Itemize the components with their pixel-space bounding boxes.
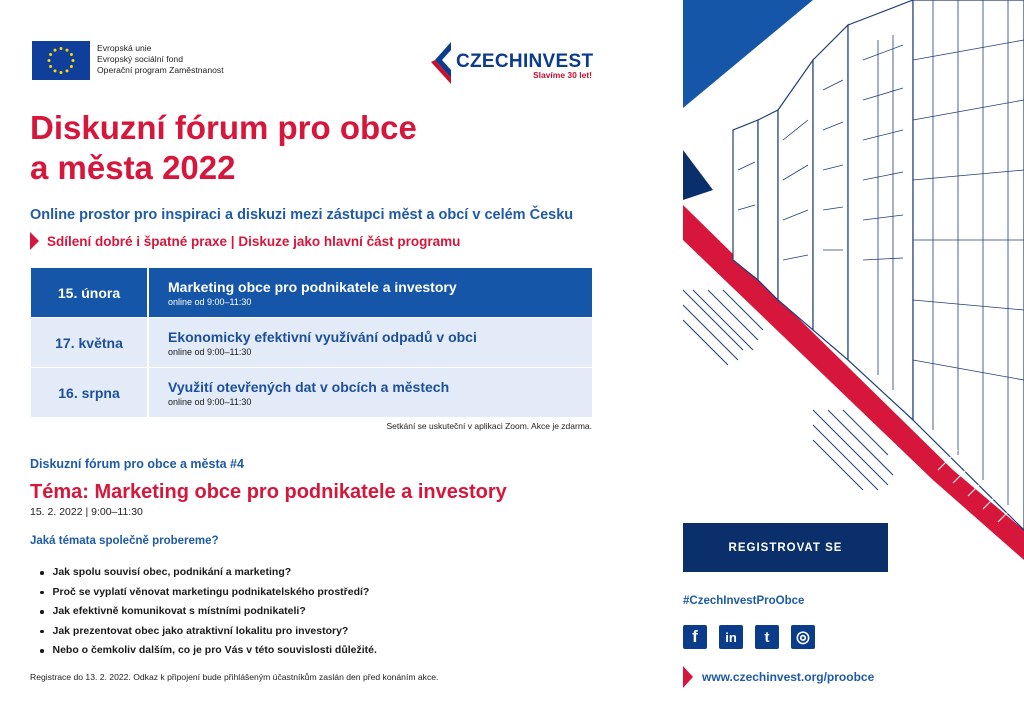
schedule-date: 16. srpna: [31, 368, 149, 417]
event-date: 15. 2. 2022 | 9:00–11:30: [30, 506, 143, 518]
list-item: [40, 602, 377, 622]
event-theme: Téma: Marketing obce pro podnikatele a investory: [30, 481, 507, 503]
instagram-icon[interactable]: [791, 625, 815, 649]
schedule-topic: Využití otevřených dat v obcích a městech: [168, 379, 450, 395]
list-item: [40, 622, 377, 642]
subtitle: Online prostor pro inspiraci a diskuzi mezi zástupci měst a obcí v celém Česku: [30, 207, 574, 223]
twitter-glyph: t: [764, 628, 770, 646]
schedule-info: [149, 318, 592, 367]
schedule-info: [149, 268, 592, 317]
eu-line: Operační program Zaměstnanost: [97, 65, 224, 75]
bullet-icon: [40, 630, 44, 634]
schedule-info: [149, 368, 592, 417]
schedule-row: [31, 268, 592, 318]
instagram-glyph: ◎: [796, 629, 810, 646]
schedule-topic: Ekonomicky efektivní využívání odpadů v obci: [168, 329, 477, 345]
bullet-icon: [40, 591, 44, 595]
facebook-glyph: f: [692, 627, 698, 646]
arrow-right-icon: [30, 232, 39, 250]
tagline: [30, 232, 460, 250]
hashtag: #CzechInvestProObce: [683, 595, 805, 607]
schedule-date: 17. května: [31, 318, 149, 367]
eu-logo: [32, 41, 224, 80]
czechinvest-name-a: CZECH: [456, 51, 523, 72]
list-item-text: Jak prezentovat obec jako atraktivní lokalitu pro investory?: [52, 624, 349, 637]
register-button[interactable]: REGISTROVAT SE: [683, 523, 888, 572]
list-item: [40, 641, 377, 661]
list-item-text: Proč se vyplatí věnovat marketingu podnikatelského prostředí?: [52, 585, 370, 598]
social-links: [683, 625, 815, 649]
arrow-right-icon: [683, 666, 693, 688]
eu-line: Evropská unie: [97, 43, 152, 53]
topics-list: [40, 563, 377, 661]
list-item-text: Nebo o čemkoliv dalším, co je pro Vás v této souvislosti důležité.: [52, 644, 377, 656]
eu-text: [97, 43, 224, 76]
schedule-topic: Marketing obce pro podnikatele a investory: [168, 279, 457, 295]
facebook-icon[interactable]: [683, 625, 707, 649]
schedule-date: 15. února: [31, 268, 149, 317]
eu-line: Evropský sociální fond: [97, 54, 183, 64]
list-item-text: Jak efektivně komunikovat s místními podnikateli?: [52, 605, 306, 617]
schedule-table: [31, 268, 592, 418]
twitter-icon[interactable]: [755, 625, 779, 649]
eu-flag-icon: [32, 41, 90, 80]
czechinvest-slogan: Slavíme 30 let!: [532, 70, 592, 80]
czechinvest-logo: [431, 40, 596, 84]
forum-label: Diskuzní fórum pro obce a města #4: [30, 457, 244, 471]
city-illustration: [683, 0, 1024, 560]
title-line-1: Diskuzní fórum pro obce: [30, 109, 417, 146]
list-item-text: Jak spolu souvisí obec, podnikání a marketing?: [52, 566, 292, 578]
schedule-row: [31, 318, 592, 368]
list-item: [40, 583, 377, 603]
schedule-time: online od 9:00–11:30: [168, 297, 252, 307]
website-link[interactable]: www.czechinvest.org/proobce: [702, 670, 875, 684]
page-title: [30, 108, 500, 188]
schedule-time: online od 9:00–11:30: [168, 347, 252, 357]
linkedin-glyph: in: [725, 629, 737, 645]
schedule-row: [31, 368, 592, 418]
registration-note: Registrace do 13. 2. 2022. Odkaz k připojení bude přihlášeným účastníkům zaslán den před konáním akce.: [30, 672, 439, 682]
bullet-icon: [40, 610, 44, 614]
list-item: [40, 563, 377, 583]
schedule-time: online od 9:00–11:30: [168, 397, 252, 407]
tagline-text: Sdílení dobré i špatné praxe | Diskuze jako hlavní část programu: [47, 233, 461, 249]
bullet-icon: [40, 571, 44, 575]
bullet-icon: [40, 649, 44, 653]
czechinvest-mark-icon: [431, 40, 455, 84]
website-link-row: [683, 666, 874, 688]
linkedin-icon[interactable]: [719, 625, 743, 649]
schedule-note: Setkání se uskuteční v aplikaci Zoom. Akce je zdarma.: [386, 421, 592, 431]
title-line-2: a města 2022: [30, 149, 236, 186]
czechinvest-name-b: INVEST: [522, 51, 594, 72]
topics-question: Jaká témata společně probereme?: [30, 535, 219, 547]
